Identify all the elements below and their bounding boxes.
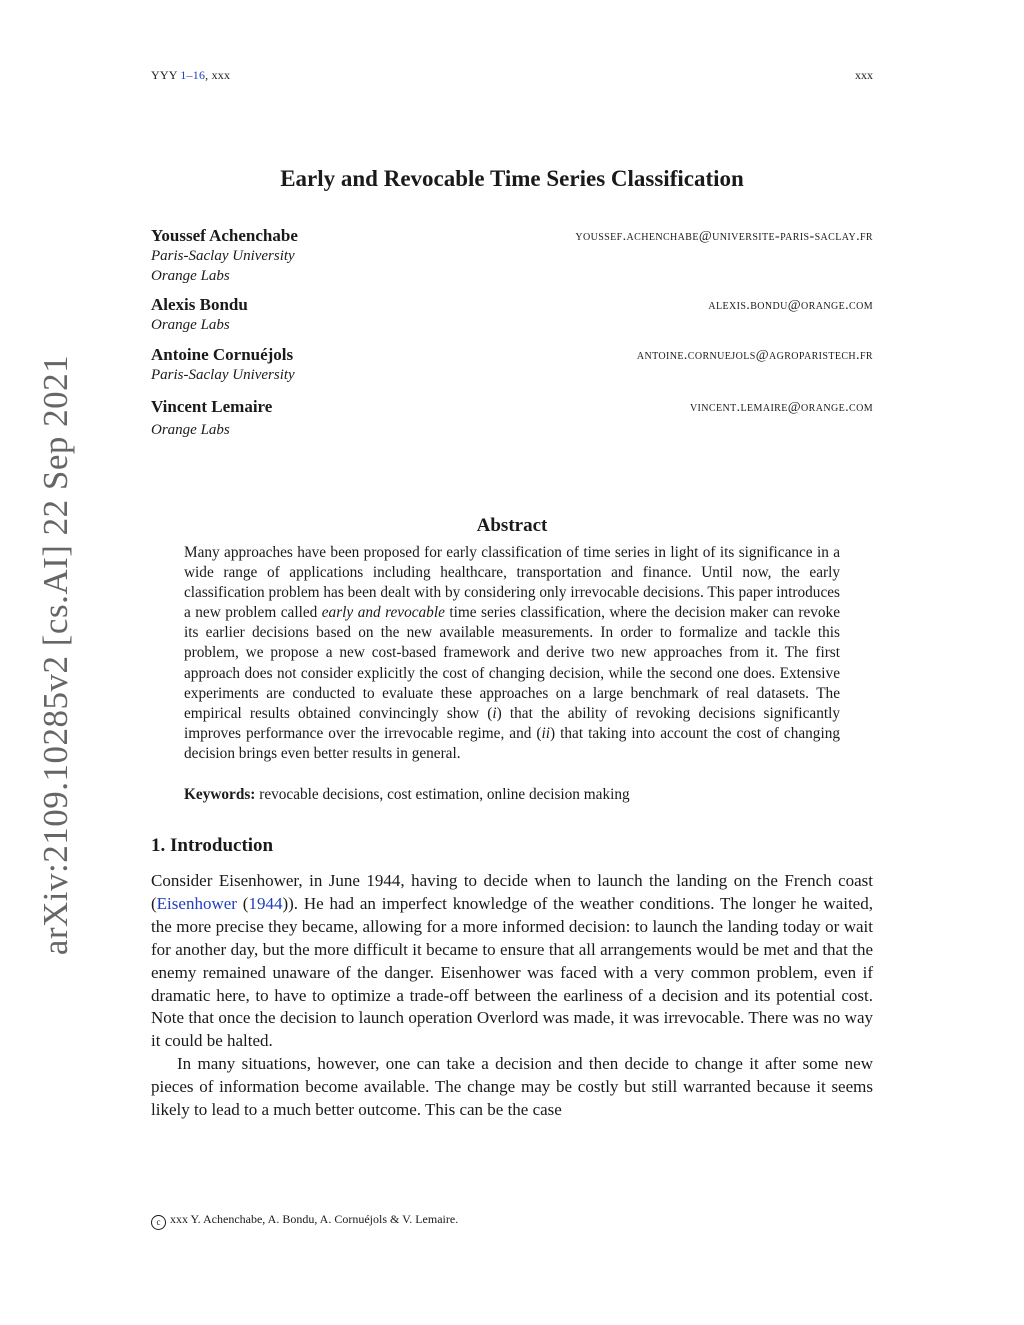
header-journal: YYY (151, 68, 178, 82)
author-email-3[interactable]: antoine.cornuejols@agroparistech.fr (636, 348, 873, 363)
keywords-list: revocable decisions, cost estimation, online decision making (259, 786, 630, 803)
abstract-emphasis: early and revocable (321, 604, 445, 622)
running-header-left (151, 68, 230, 83)
header-page-range-link[interactable]: 1–16 (180, 68, 206, 82)
keywords-label: Keywords: (184, 786, 256, 803)
running-header-right: xxx (855, 68, 873, 82)
section-heading-introduction: 1. Introduction (151, 835, 274, 856)
introduction-body (151, 870, 873, 1122)
author-email-4[interactable]: vincent.lemaire@orange.com (689, 400, 873, 415)
author-email-2[interactable]: alexis.bondu@orange.com (708, 298, 873, 313)
arxiv-stamp: arXiv:2109.10285v2 [cs.AI] 22 Sep 2021 (36, 354, 75, 956)
author-affiliation-1b: Orange Labs (151, 268, 230, 284)
header-year: , xxx (205, 68, 231, 82)
copyright-icon: c (151, 1215, 166, 1230)
author-affiliation-2a: Orange Labs (151, 317, 230, 333)
citation-link-year[interactable]: 1944 (248, 893, 283, 913)
abstract-paragraph: Many approaches have been proposed for early classification of time series in light of its significance in a wide range of applications including healthcare, transportation and finance. Until now, the early classification problem has been dealt with by considering only irrevocable decisions. This paper introduces a new problem called early and revocable time series classification, where the decision maker can revoke its earlier decisions based on the new available measurements. In order to formalize and tackle this problem, we propose a new cost-based framework and derive two new approaches from it. The first approach does not consider explicitly the cost of changing decision, while the second one does. Extensive experiments are conducted to evaluate these approaches on a large benchmark of real datasets. The empirical results obtained convincingly show (i) that the ability of revoking decisions significantly improves performance over the irrevocable regime, and (ii) that taking into account the cost of changing decision brings even better results in general. (184, 544, 841, 762)
intro-paragraph-1: Consider Eisenhower, in June 1944, having to decide when to launch the landing on the French coast (Eisenhower (1944)). He had an imperfect knowledge of the weather conditions. The longer he waited, the more precise they became, allowing for a more informed decision: to launch the landing today or wait for another day, but the more difficult it became to ensure that all arrangements would be met and that the enemy remained unaware of the danger. Eisenhower was faced with a very common problem, even if dramatic here, to have to optimize a trade-off between the earliness of a decision and its potential cost. Note that once the decision to launch operation Overlord was made, it was irrevocable. There was no way it could be halted. (151, 871, 873, 1051)
author-affiliation-4a: Orange Labs (151, 422, 230, 438)
copyright-footer (151, 1212, 458, 1230)
author-name-1: Youssef Achenchabe (151, 226, 298, 245)
copyright-text: xxx Y. Achenchabe, A. Bondu, A. Cornuéjols & V. Lemaire. (170, 1212, 459, 1226)
author-affiliation-3a: Paris-Saclay University (151, 367, 295, 383)
abstract-body (184, 543, 840, 764)
author-affiliation-1a: Paris-Saclay University (151, 248, 295, 264)
author-email-1[interactable]: youssef.achenchabe@universite-paris-saclay.fr (575, 229, 873, 244)
author-name-4: Vincent Lemaire (151, 397, 273, 416)
author-name-3: Antoine Cornuéjols (151, 345, 294, 364)
abstract-heading: Abstract (476, 515, 548, 536)
citation-link-author[interactable]: Eisenhower (156, 893, 237, 913)
paper-title: Early and Revocable Time Series Classification (280, 166, 744, 191)
intro-paragraph-2: In many situations, however, one can take a decision and then decide to change it after some new pieces of information become available. The change may be costly but still warranted because it seems likely to lead to a much better outcome. This can be the case (151, 1054, 873, 1120)
keywords-line (184, 786, 840, 804)
author-name-2: Alexis Bondu (151, 295, 248, 314)
